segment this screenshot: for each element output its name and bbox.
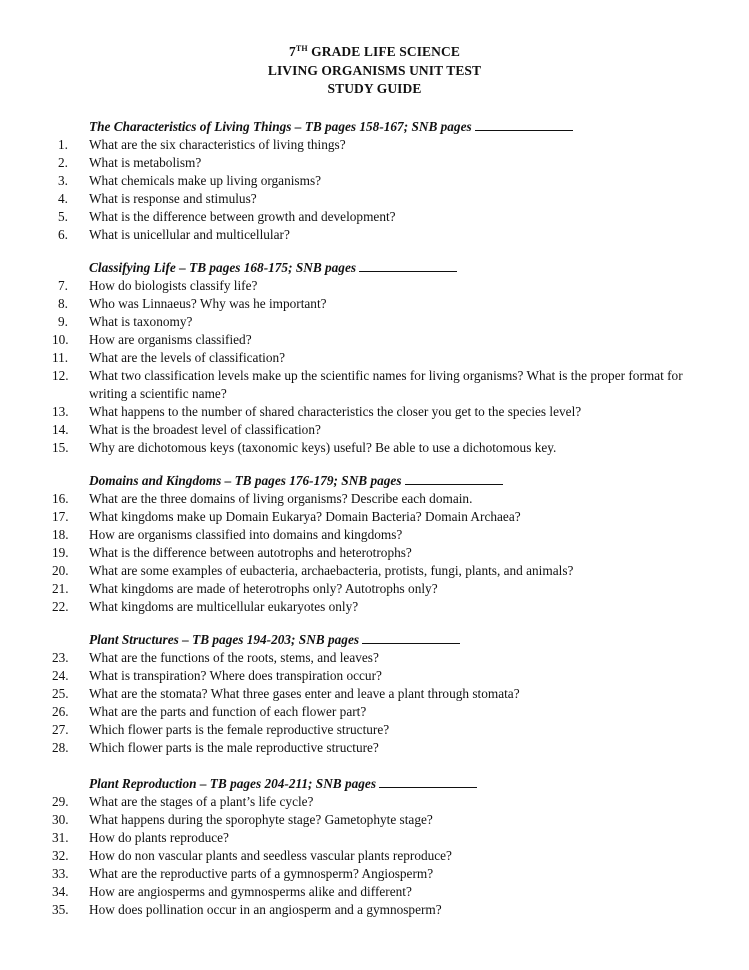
question-number: 16. [52, 491, 69, 506]
question-number: 9. [58, 314, 68, 329]
document-title [0, 43, 749, 99]
question-text: What kingdoms are multicellular eukaryotes only? [89, 599, 359, 614]
question-item [0, 277, 749, 295]
question-text: What are the three domains of living organisms? Describe each domain. [89, 491, 473, 506]
question-number: 15. [52, 440, 69, 455]
title-line-2: LIVING ORGANISMS UNIT TEST [267, 62, 482, 78]
question-text: How are angiosperms and gymnosperms alike and different? [89, 884, 412, 899]
question-item [0, 865, 749, 883]
question-number: 34. [52, 884, 69, 899]
question-item [0, 526, 749, 544]
question-number: 33. [52, 866, 69, 881]
question-item [0, 598, 749, 616]
question-number: 27. [52, 722, 69, 737]
question-text: How are organisms classified? [89, 332, 252, 347]
question-item [0, 703, 749, 721]
question-text: What is unicellular and multicellular? [89, 227, 290, 242]
question-item [0, 544, 749, 562]
question-text: What are the reproductive parts of a gymnosperm? Angiosperm? [89, 866, 434, 881]
section-heading [89, 259, 457, 277]
question-item [0, 421, 749, 439]
question-item [0, 313, 749, 331]
question-text: What are the functions of the roots, stems, and leaves? [89, 650, 379, 665]
question-item [0, 562, 749, 580]
question-number: 12. [52, 368, 69, 383]
section-heading [89, 118, 573, 136]
question-text: What is transpiration? Where does transpiration occur? [89, 668, 382, 683]
question-text: What are the parts and function of each flower part? [89, 704, 367, 719]
section-heading-text: The Characteristics of Living Things – TB pages 158-167; SNB pages [89, 119, 472, 134]
grade-number: 7 [289, 44, 296, 59]
section-heading-text: Plant Reproduction – TB pages 204-211; SNB pages [89, 776, 377, 791]
question-text: What happens to the number of shared characteristics the closer you get to the species level? [89, 404, 582, 419]
question-text: What is the difference between autotrophs and heterotrophs? [89, 545, 412, 560]
question-item [0, 739, 749, 757]
question-text: Why are dichotomous keys (taxonomic keys) useful? Be able to use a dichotomous key. [89, 440, 557, 455]
question-text: What are some examples of eubacteria, archaebacteria, protists, fungi, plants, and animals? [89, 563, 574, 578]
question-text: What happens during the sporophyte stage? Gametophyte stage? [89, 812, 433, 827]
question-list [0, 490, 749, 616]
question-item [0, 685, 749, 703]
question-number: 8. [58, 296, 68, 311]
question-item [0, 367, 749, 403]
question-item [0, 136, 749, 154]
question-item [0, 508, 749, 526]
question-number: 26. [52, 704, 69, 719]
question-number: 13. [52, 404, 69, 419]
question-item [0, 208, 749, 226]
question-number: 2. [58, 155, 68, 170]
question-text: How are organisms classified into domains and kingdoms? [89, 527, 403, 542]
question-list [0, 277, 749, 457]
question-number: 19. [52, 545, 69, 560]
question-text: What two classification levels make up the scientific names for living organisms? What is the proper format for writing a scientific name? [89, 368, 683, 401]
question-item [0, 349, 749, 367]
section-heading [89, 631, 460, 649]
question-item [0, 172, 749, 190]
question-number: 32. [52, 848, 69, 863]
title-line-3: STUDY GUIDE [327, 81, 422, 96]
question-text: How do non vascular plants and seedless vascular plants reproduce? [89, 848, 452, 863]
question-number: 28. [52, 740, 69, 755]
section-heading-text: Plant Structures – TB pages 194-203; SNB pages [89, 632, 360, 647]
question-text: Which flower parts is the male reproductive structure? [89, 740, 379, 755]
question-number: 6. [58, 227, 68, 242]
question-item [0, 403, 749, 421]
question-item [0, 883, 749, 901]
grade-suffix: TH [295, 44, 308, 53]
question-number: 10. [52, 332, 69, 347]
question-number: 21. [52, 581, 69, 596]
question-text: What are the stomata? What three gases enter and leave a plant through stomata? [89, 686, 520, 701]
question-text: Which flower parts is the female reproductive structure? [89, 722, 390, 737]
question-number: 18. [52, 527, 69, 542]
section-heading [89, 472, 503, 490]
question-number: 4. [58, 191, 68, 206]
title-line-1-text: GRADE LIFE SCIENCE [307, 44, 460, 59]
question-text: What are the stages of a plant’s life cycle? [89, 794, 314, 809]
question-item [0, 847, 749, 865]
question-number: 24. [52, 668, 69, 683]
question-text: What kingdoms make up Domain Eukarya? Domain Bacteria? Domain Archaea? [89, 509, 521, 524]
question-text: How does pollination occur in an angiosperm and a gymnosperm? [89, 902, 442, 917]
question-item [0, 667, 749, 685]
question-number: 5. [58, 209, 68, 224]
question-item [0, 901, 749, 919]
question-item [0, 439, 749, 457]
question-text: How do biologists classify life? [89, 278, 258, 293]
question-text: What is response and stimulus? [89, 191, 257, 206]
question-text: What kingdoms are made of heterotrophs only? Autotrophs only? [89, 581, 438, 596]
question-item [0, 226, 749, 244]
snb-pages-blank [362, 631, 460, 644]
question-text: What is taxonomy? [89, 314, 193, 329]
question-text: How do plants reproduce? [89, 830, 229, 845]
question-number: 23. [52, 650, 69, 665]
question-number: 29. [52, 794, 69, 809]
question-number: 20. [52, 563, 69, 578]
question-number: 35. [52, 902, 69, 917]
question-item [0, 721, 749, 739]
question-text: What chemicals make up living organisms? [89, 173, 322, 188]
question-number: 31. [52, 830, 69, 845]
question-item [0, 154, 749, 172]
question-number: 30. [52, 812, 69, 827]
question-item [0, 331, 749, 349]
snb-pages-blank [475, 118, 573, 131]
question-list [0, 136, 749, 244]
question-item [0, 811, 749, 829]
question-text: What is the broadest level of classification? [89, 422, 321, 437]
snb-pages-blank [405, 472, 503, 485]
question-item [0, 490, 749, 508]
question-text: Who was Linnaeus? Why was he important? [89, 296, 327, 311]
section-heading-text: Classifying Life – TB pages 168-175; SNB pages [89, 260, 357, 275]
question-number: 17. [52, 509, 69, 524]
section-heading-text: Domains and Kingdoms – TB pages 176-179; SNB pages [89, 473, 402, 488]
question-number: 14. [52, 422, 69, 437]
question-text: What are the six characteristics of living things? [89, 137, 346, 152]
question-number: 1. [58, 137, 68, 152]
question-list [0, 649, 749, 757]
question-item [0, 793, 749, 811]
snb-pages-blank [359, 259, 457, 272]
question-list [0, 793, 749, 919]
question-number: 11. [52, 350, 69, 365]
snb-pages-blank [379, 775, 477, 788]
question-item [0, 295, 749, 313]
question-text: What are the levels of classification? [89, 350, 286, 365]
section-heading [89, 775, 477, 793]
question-item [0, 649, 749, 667]
question-text: What is metabolism? [89, 155, 202, 170]
question-number: 25. [52, 686, 69, 701]
question-item [0, 829, 749, 847]
question-text: What is the difference between growth and development? [89, 209, 396, 224]
question-number: 3. [58, 173, 68, 188]
question-item [0, 190, 749, 208]
question-number: 7. [58, 278, 68, 293]
title-line-1 [0, 43, 749, 62]
question-number: 22. [52, 599, 69, 614]
question-item [0, 580, 749, 598]
